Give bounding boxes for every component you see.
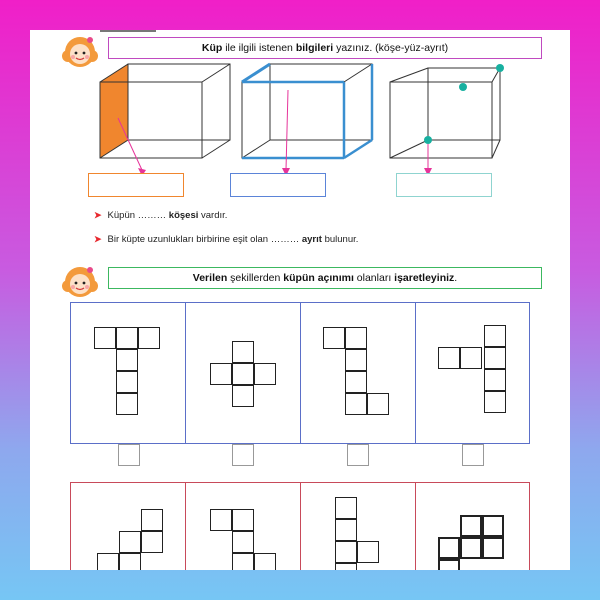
instruction-bold: işaretleyiniz xyxy=(394,272,455,284)
net-square xyxy=(438,347,460,369)
net-square xyxy=(335,519,357,541)
net-square xyxy=(97,553,119,570)
net-square xyxy=(335,563,357,570)
instruction-bold: küpün açınımı xyxy=(283,272,354,284)
sentence-bold: köşesi xyxy=(168,210,199,221)
sentence-text: bulunur. xyxy=(321,234,359,245)
cube-edge-figure xyxy=(242,64,372,176)
answer-box-face[interactable] xyxy=(88,173,184,197)
sentence-text: vardır. xyxy=(198,210,228,221)
net-square xyxy=(345,327,367,349)
net-square xyxy=(116,327,138,349)
net-cell xyxy=(415,302,530,444)
net-square xyxy=(119,531,141,553)
net-square xyxy=(484,347,506,369)
net-square xyxy=(482,515,504,537)
net-square xyxy=(367,393,389,415)
nets-row-1 xyxy=(70,302,530,444)
net-square xyxy=(484,325,506,347)
question-sentence xyxy=(94,234,358,245)
answer-box-edge[interactable] xyxy=(230,173,326,197)
net-square xyxy=(482,537,504,559)
answer-box-vertex[interactable] xyxy=(396,173,492,197)
net-square xyxy=(232,509,254,531)
instruction-text: şekillerden xyxy=(227,272,284,284)
net-square xyxy=(335,497,357,519)
net-square xyxy=(345,349,367,371)
net-square xyxy=(232,341,254,363)
net-square xyxy=(119,553,141,570)
net-cell xyxy=(300,482,415,570)
net-square xyxy=(438,559,460,570)
answer-checkbox[interactable] xyxy=(462,444,484,466)
cube-vertex-figure xyxy=(390,64,504,176)
net-square xyxy=(232,385,254,407)
net-square xyxy=(460,515,482,537)
net-cell xyxy=(185,482,300,570)
net-cell xyxy=(185,302,300,444)
net-cell xyxy=(70,302,185,444)
instruction-text: yazınız. (köşe-yüz-ayrıt) xyxy=(333,42,449,54)
net-square xyxy=(484,369,506,391)
net-square xyxy=(210,363,232,385)
net-square xyxy=(323,327,345,349)
net-square xyxy=(116,371,138,393)
bullet-arrow-icon: ➤ xyxy=(94,210,102,220)
question-sentence xyxy=(94,210,227,221)
net-square xyxy=(345,371,367,393)
net-square xyxy=(210,509,232,531)
sentence-text: Küpün ……… xyxy=(107,210,169,221)
instruction-bold: bilgileri xyxy=(295,42,334,54)
instruction-text: . xyxy=(454,272,458,284)
worksheet xyxy=(30,30,570,570)
net-square xyxy=(460,347,482,369)
net-square xyxy=(232,531,254,553)
sentence-text: Bir küpte uzunlukları birbirine eşit olan ……… xyxy=(107,234,302,245)
net-square xyxy=(138,327,160,349)
answer-checkbox[interactable] xyxy=(118,444,140,466)
answer-checkbox[interactable] xyxy=(347,444,369,466)
net-square xyxy=(94,327,116,349)
answer-checkbox[interactable] xyxy=(232,444,254,466)
net-square xyxy=(116,349,138,371)
net-square xyxy=(357,541,379,563)
cube-face-figure xyxy=(100,64,230,176)
instruction-text: ile ilgili istenen xyxy=(222,42,296,54)
net-square xyxy=(335,541,357,563)
net-square xyxy=(254,553,276,570)
net-square xyxy=(141,531,163,553)
nets-row-2 xyxy=(70,482,530,570)
instruction-banner-cube-nets xyxy=(108,267,542,289)
net-square xyxy=(116,393,138,415)
net-cell xyxy=(415,482,530,570)
instruction-bold: Verilen xyxy=(192,272,228,284)
net-square xyxy=(232,553,254,570)
net-square xyxy=(254,363,276,385)
net-square xyxy=(345,393,367,415)
girl-mascot-icon xyxy=(60,262,100,302)
net-cell xyxy=(70,482,185,570)
net-square xyxy=(460,537,482,559)
net-square xyxy=(438,537,460,559)
bullet-arrow-icon: ➤ xyxy=(94,234,102,244)
instruction-bold: Küp xyxy=(201,42,223,54)
net-square xyxy=(232,363,254,385)
net-square xyxy=(141,509,163,531)
instruction-text: olanları xyxy=(353,272,395,284)
net-cell xyxy=(300,302,415,444)
sentence-bold: ayrıt xyxy=(301,234,322,245)
net-square xyxy=(484,391,506,413)
